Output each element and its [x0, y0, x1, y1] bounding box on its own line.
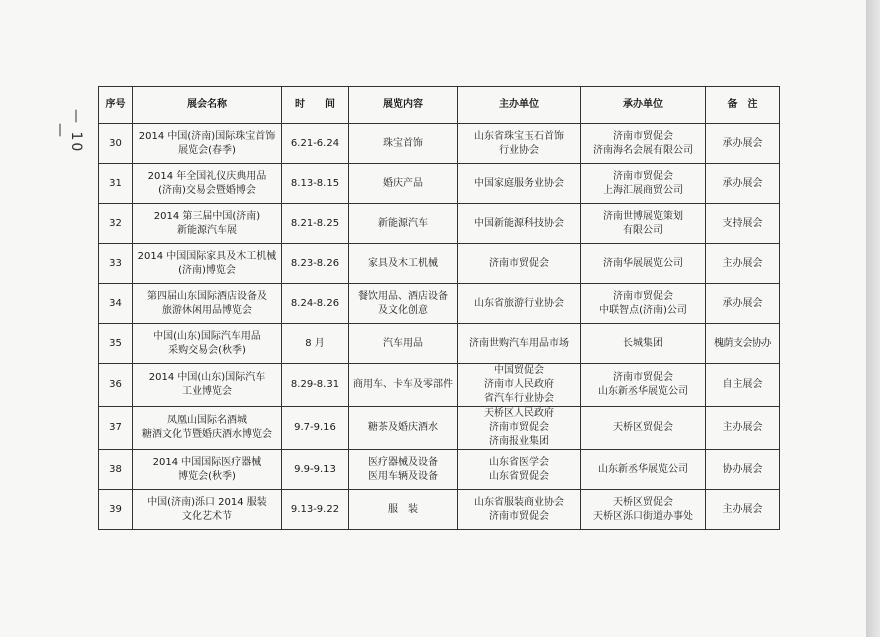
- cell-remarks: 协办展会: [706, 450, 780, 490]
- cell-fair-name: 2014 中国国际医疗器械 博览会(秋季): [133, 450, 282, 490]
- table-header-row: [99, 87, 780, 124]
- header-index: 序号: [99, 87, 133, 124]
- exhibition-table: [98, 86, 780, 530]
- page-number: — 10 —: [52, 108, 84, 154]
- table-row: [99, 407, 780, 450]
- cell-fair-name: 中国(山东)国际汽车用品 采购交易会(秋季): [133, 324, 282, 364]
- cell-index: 39: [99, 490, 133, 530]
- cell-fair-name: 中国(济南)泺口 2014 服装 文化艺术节: [133, 490, 282, 530]
- cell-undertaker: 天桥区贸促会 天桥区泺口街道办事处: [581, 490, 706, 530]
- cell-index: 32: [99, 204, 133, 244]
- table-row: [99, 164, 780, 204]
- cell-fair-name: 凤凰山国际名酒城 糖酒文化节暨婚庆酒水博览会: [133, 407, 282, 450]
- table-row: [99, 284, 780, 324]
- cell-undertaker: 天桥区贸促会: [581, 407, 706, 450]
- cell-undertaker: 济南市贸促会 山东新丞华展览公司: [581, 364, 706, 407]
- cell-fair-name: 第四届山东国际酒店设备及 旅游休闲用品博览会: [133, 284, 282, 324]
- cell-index: 31: [99, 164, 133, 204]
- cell-content: 医疗器械及设备 医用车辆及设备: [349, 450, 458, 490]
- table-row: [99, 204, 780, 244]
- cell-organizer: 中国贸促会 济南市人民政府 省汽车行业协会: [458, 364, 581, 407]
- header-undertaker: 承办单位: [581, 87, 706, 124]
- cell-date: 9.13-9.22: [282, 490, 349, 530]
- cell-undertaker: 济南华展展览公司: [581, 244, 706, 284]
- cell-index: 34: [99, 284, 133, 324]
- cell-index: 36: [99, 364, 133, 407]
- header-organizer: 主办单位: [458, 87, 581, 124]
- header-fair-name: 展会名称: [133, 87, 282, 124]
- cell-date: 8.13-8.15: [282, 164, 349, 204]
- cell-date: 8.21-8.25: [282, 204, 349, 244]
- cell-content: 商用车、卡车及零部件: [349, 364, 458, 407]
- cell-remarks: 支持展会: [706, 204, 780, 244]
- cell-content: 珠宝首饰: [349, 124, 458, 164]
- cell-fair-name: 2014 年全国礼仪庆典用品 (济南)交易会暨婚博会: [133, 164, 282, 204]
- cell-content: 服 装: [349, 490, 458, 530]
- cell-content: 餐饮用品、酒店设备 及文化创意: [349, 284, 458, 324]
- cell-index: 37: [99, 407, 133, 450]
- cell-undertaker: 济南市贸促会 上海汇展商贸公司: [581, 164, 706, 204]
- cell-undertaker: 济南市贸促会 济南海名会展有限公司: [581, 124, 706, 164]
- cell-organizer: 济南世购汽车用品市场: [458, 324, 581, 364]
- header-remarks: 备 注: [706, 87, 780, 124]
- cell-remarks: 承办展会: [706, 164, 780, 204]
- cell-remarks: 槐荫支会协办: [706, 324, 780, 364]
- cell-organizer: 山东省珠宝玉石首饰 行业协会: [458, 124, 581, 164]
- cell-fair-name: 2014 中国国际家具及木工机械 (济南)博览会: [133, 244, 282, 284]
- cell-organizer: 山东省医学会 山东省贸促会: [458, 450, 581, 490]
- cell-undertaker: 济南世博展览策划 有限公司: [581, 204, 706, 244]
- table-row: [99, 324, 780, 364]
- cell-undertaker: 长城集团: [581, 324, 706, 364]
- table-row: [99, 364, 780, 407]
- table-row: [99, 450, 780, 490]
- header-date: 时 间: [282, 87, 349, 124]
- page-edge-shadow: [866, 0, 880, 637]
- cell-date: 8 月: [282, 324, 349, 364]
- cell-organizer: 中国新能源科技协会: [458, 204, 581, 244]
- cell-content: 糖茶及婚庆酒水: [349, 407, 458, 450]
- cell-remarks: 自主展会: [706, 364, 780, 407]
- table-row: [99, 124, 780, 164]
- cell-organizer: 山东省旅游行业协会: [458, 284, 581, 324]
- cell-index: 35: [99, 324, 133, 364]
- cell-organizer: 天桥区人民政府 济南市贸促会 济南报业集团: [458, 407, 581, 450]
- cell-organizer: 济南市贸促会: [458, 244, 581, 284]
- cell-content: 汽车用品: [349, 324, 458, 364]
- cell-date: 8.29-8.31: [282, 364, 349, 407]
- cell-date: 9.9-9.13: [282, 450, 349, 490]
- cell-index: 33: [99, 244, 133, 284]
- cell-fair-name: 2014 中国(济南)国际珠宝首饰 展览会(春季): [133, 124, 282, 164]
- cell-content: 婚庆产品: [349, 164, 458, 204]
- cell-date: 9.7-9.16: [282, 407, 349, 450]
- cell-remarks: 主办展会: [706, 490, 780, 530]
- table-row: [99, 244, 780, 284]
- cell-remarks: 主办展会: [706, 244, 780, 284]
- cell-fair-name: 2014 中国(山东)国际汽车 工业博览会: [133, 364, 282, 407]
- cell-date: 6.21-6.24: [282, 124, 349, 164]
- cell-organizer: 中国家庭服务业协会: [458, 164, 581, 204]
- cell-fair-name: 2014 第三届中国(济南) 新能源汽车展: [133, 204, 282, 244]
- cell-remarks: 承办展会: [706, 124, 780, 164]
- cell-content: 家具及木工机械: [349, 244, 458, 284]
- cell-undertaker: 济南市贸促会 中联智点(济南)公司: [581, 284, 706, 324]
- cell-content: 新能源汽车: [349, 204, 458, 244]
- cell-remarks: 承办展会: [706, 284, 780, 324]
- table-row: [99, 490, 780, 530]
- cell-index: 38: [99, 450, 133, 490]
- cell-date: 8.23-8.26: [282, 244, 349, 284]
- header-content: 展览内容: [349, 87, 458, 124]
- cell-undertaker: 山东新丞华展览公司: [581, 450, 706, 490]
- cell-date: 8.24-8.26: [282, 284, 349, 324]
- cell-organizer: 山东省服装商业协会 济南市贸促会: [458, 490, 581, 530]
- cell-remarks: 主办展会: [706, 407, 780, 450]
- cell-index: 30: [99, 124, 133, 164]
